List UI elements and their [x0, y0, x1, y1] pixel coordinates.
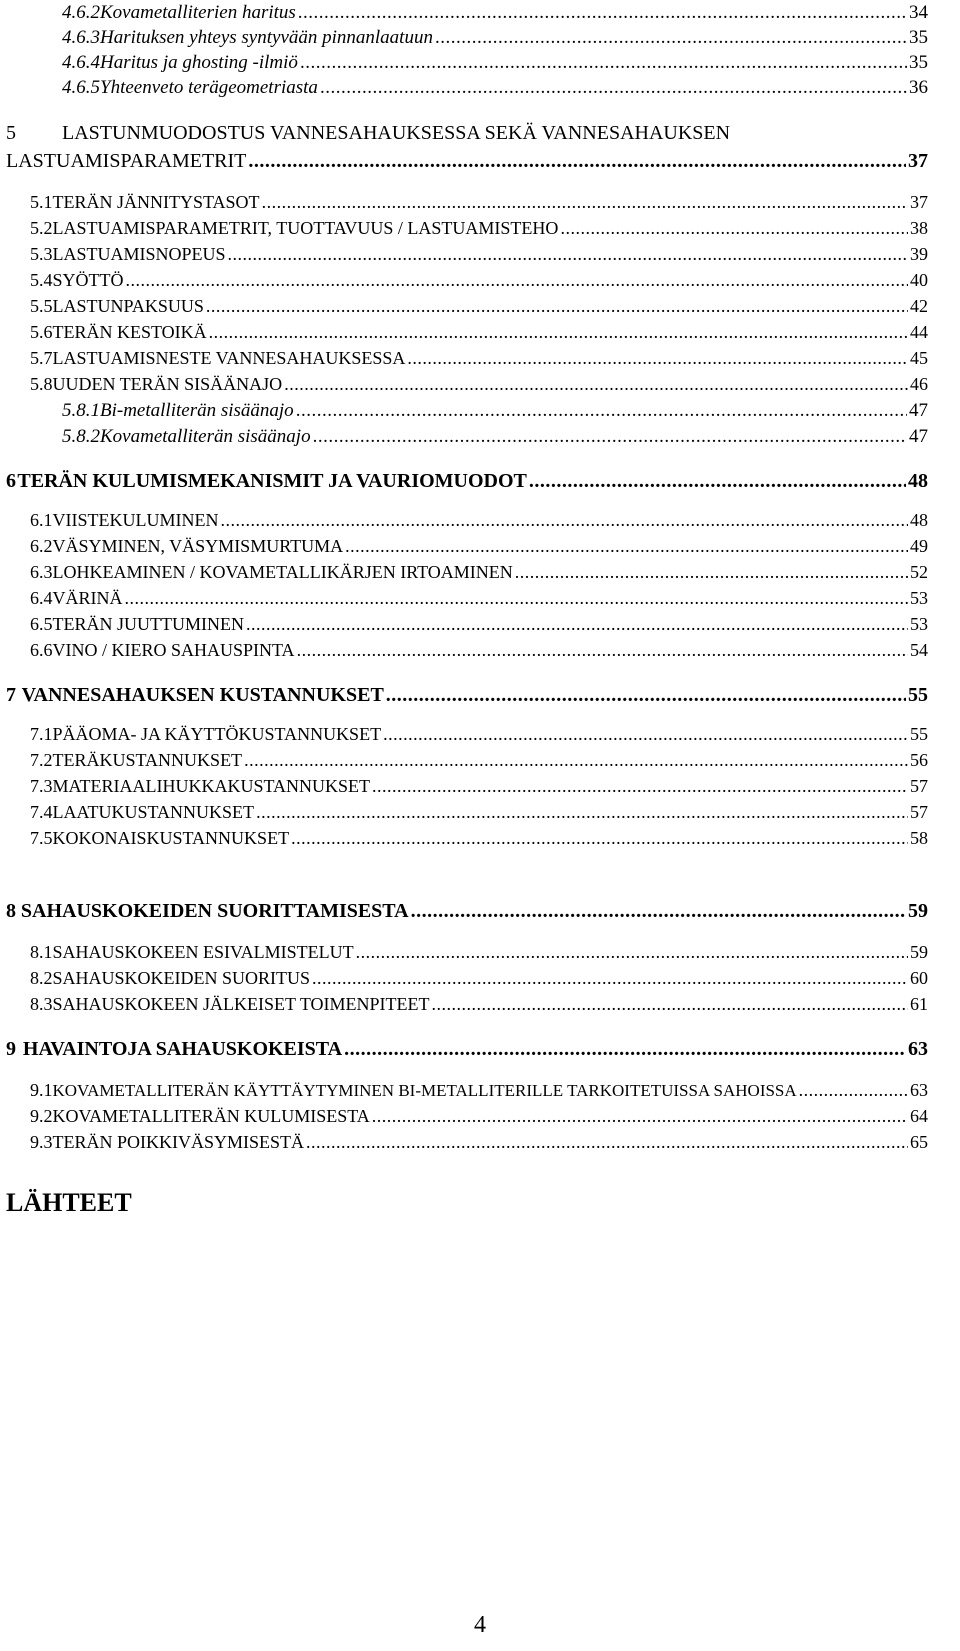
toc-entry-title: TERÄN JUUTTUMINEN [52, 614, 244, 634]
toc-entry[interactable] [30, 968, 928, 994]
toc-entry-title: VÄSYMINEN, VÄSYMISMURTUMA [52, 536, 344, 556]
toc-entry[interactable] [30, 270, 928, 296]
dot-leader [246, 614, 908, 635]
toc-entry[interactable] [30, 218, 928, 244]
toc-entry-number: 4.6.5 [62, 77, 100, 98]
toc-entry-page: 39 [910, 244, 928, 264]
toc-entry[interactable] [30, 322, 928, 348]
dot-leader [435, 27, 907, 49]
toc-entry[interactable] [30, 750, 928, 776]
toc-entry-page: 53 [910, 614, 928, 634]
toc-entry[interactable] [30, 374, 928, 400]
toc-entry[interactable] [30, 802, 928, 828]
toc-entry-page: 35 [909, 52, 928, 73]
dot-leader [529, 470, 906, 493]
toc-entry-title: LAATUKUSTANNUKSET [52, 802, 255, 822]
toc-entry-page: 47 [909, 400, 928, 421]
dot-leader [126, 270, 909, 291]
toc-chapter[interactable] [6, 684, 928, 710]
toc-chapter-5-line1[interactable] [6, 122, 730, 145]
toc-entry[interactable] [30, 192, 928, 218]
toc-entry-title: KOVAMETALLITERÄN KÄYTTÄYTYMINEN BI-METALLITERILLE TARKOITETUISSA SAHOISSA [52, 1081, 797, 1100]
toc-entry-page: 45 [910, 348, 928, 368]
toc-entry-page: 59 [910, 942, 928, 962]
toc-entry[interactable] [30, 244, 928, 270]
dot-leader [313, 426, 907, 448]
toc-chapter[interactable] [6, 900, 928, 926]
toc-entry-number: 7.2 [30, 750, 53, 770]
toc-entry-title: TERÄN POIKKIVÄSYMISESTÄ [52, 1132, 305, 1152]
toc-entry-title: LOHKEAMINEN / KOVAMETALLIKÄRJEN IRTOAMINEN [52, 562, 513, 582]
dot-leader [560, 218, 908, 239]
dot-leader [386, 684, 906, 707]
toc-entry-page: 42 [910, 296, 928, 316]
toc-entry-title: SAHAUSKOKEEN ESIVALMISTELUT [52, 942, 354, 962]
toc-chapter[interactable] [6, 470, 928, 496]
toc-entry-number: 6.4 [30, 588, 53, 608]
toc-entry-page: 55 [908, 684, 928, 706]
toc-entry-title: KOKONAISKUSTANNUKSET [52, 828, 290, 848]
toc-entry-number: 9.2 [30, 1106, 53, 1126]
toc-entry-title: LASTUAMISNOPEUS [52, 244, 226, 264]
dot-leader [291, 828, 908, 849]
dot-leader [228, 244, 908, 265]
toc-entry[interactable] [0, 77, 928, 103]
toc-entry[interactable] [0, 52, 928, 78]
toc-entry-number: 5.1 [30, 192, 53, 212]
dot-leader [296, 400, 907, 422]
toc-entry-number: 8.1 [30, 942, 53, 962]
toc-entry-title: TERÄKUSTANNUKSET [52, 750, 243, 770]
toc-entry-page: 63 [908, 1038, 928, 1060]
toc-entry-title: VIISTEKULUMINEN [52, 510, 219, 530]
toc-entry-page: 61 [910, 994, 928, 1014]
dot-leader [298, 2, 907, 24]
toc-entry-number: 5.5 [30, 296, 53, 316]
dot-leader [312, 968, 908, 989]
toc-entry-title: SAHAUSKOKEIDEN SUORITUS [52, 968, 311, 988]
toc-entry-page: 53 [910, 588, 928, 608]
toc-entry-number: 6.5 [30, 614, 53, 634]
toc-entry-page: 55 [910, 724, 928, 744]
toc-entry[interactable] [0, 2, 928, 28]
dot-leader [320, 77, 907, 99]
toc-entry-page: 63 [910, 1080, 928, 1100]
toc-entry-number: 7 [6, 684, 16, 706]
toc-entry[interactable] [30, 994, 928, 1020]
toc-entry[interactable] [0, 400, 928, 426]
dot-leader [383, 724, 908, 745]
toc-entry-title: TERÄN KULUMISMEKANISMIT JA VAURIOMUODOT [17, 470, 527, 492]
toc-entry-page: 48 [908, 470, 928, 492]
toc-entry-page: 60 [910, 968, 928, 988]
toc-entry-page: 40 [910, 270, 928, 290]
toc-entry-number: 8.3 [30, 994, 53, 1014]
toc-entry-title: VANNESAHAUKSEN KUSTANNUKSET [21, 684, 384, 706]
toc-entry-title: Haritus ja ghosting -ilmiö [100, 52, 298, 73]
dot-leader [411, 900, 906, 923]
toc-entry-page: 46 [910, 374, 928, 394]
toc-entry-title: VÄRINÄ [52, 588, 123, 608]
toc-entry-title: KOVAMETALLITERÄN KULUMISESTA [52, 1106, 370, 1126]
toc-entry[interactable] [30, 588, 928, 614]
dot-leader [300, 52, 907, 74]
toc-entry-page: 37 [910, 192, 928, 212]
dot-leader [356, 942, 908, 963]
toc-entry-number: 5.4 [30, 270, 53, 290]
dot-leader [209, 322, 908, 343]
toc-entry-number: 9 [6, 1038, 16, 1060]
toc-entry-number: 7.3 [30, 776, 53, 796]
toc-entry-title: Yhteenveto terägeometriasta [100, 77, 318, 98]
toc-entry-title: Kovametalliterän sisäänajo [100, 426, 311, 447]
toc-entry-title: Bi-metalliterän sisäänajo [100, 400, 294, 421]
toc-entry-number: 6 [6, 470, 16, 492]
toc-entry-title: LASTUAMISPARAMETRIT [6, 150, 247, 172]
toc-entry[interactable] [30, 510, 928, 536]
dot-leader [372, 1106, 908, 1127]
toc-entry-number: 5 [6, 122, 16, 144]
toc-entry[interactable] [30, 348, 928, 374]
toc-entry-page: 58 [910, 828, 928, 848]
toc-entry-title: LASTUAMISNESTE VANNESAHAUKSESSA [52, 348, 406, 368]
toc-entry-number: 6.1 [30, 510, 53, 530]
toc-entry[interactable] [30, 296, 928, 322]
toc-entry-number: 9.3 [30, 1132, 53, 1152]
dot-leader [256, 802, 908, 823]
toc-entry-page: 35 [909, 27, 928, 48]
toc-entry-title: HAVAINTOJA SAHAUSKOKEISTA [22, 1038, 343, 1060]
toc-entry-number: 6.2 [30, 536, 53, 556]
toc-entry-page: 65 [910, 1132, 928, 1152]
toc-entry-number: 5.2 [30, 218, 53, 238]
dot-leader [220, 510, 908, 531]
toc-entry-title: SAHAUSKOKEIDEN SUORITTAMISESTA [20, 900, 409, 922]
toc-chapter-5-line2[interactable] [6, 150, 928, 176]
toc-entry-number: 4.6.2 [62, 2, 100, 23]
toc-entry[interactable] [30, 640, 928, 666]
toc-entry-title: SYÖTTÖ [52, 270, 124, 290]
toc-entry[interactable] [30, 776, 928, 802]
dot-leader [284, 374, 908, 395]
dot-leader [297, 640, 908, 661]
toc-entry[interactable] [30, 828, 928, 854]
toc-entry[interactable] [30, 536, 928, 562]
toc-entry-number: 5.8 [30, 374, 53, 394]
toc-entry[interactable] [30, 1106, 928, 1132]
toc-entry-number: 5.8.1 [62, 400, 100, 421]
toc-entry-page: 54 [910, 640, 928, 660]
dot-leader [206, 296, 908, 317]
toc-entry-number: 7.4 [30, 802, 53, 822]
toc-entry-number: 8.2 [30, 968, 53, 988]
dot-leader [306, 1132, 908, 1153]
toc-entry-number: 7.5 [30, 828, 53, 848]
toc-chapter[interactable] [6, 1038, 928, 1064]
toc-entry-number: 5.8.2 [62, 426, 100, 447]
toc-entry-title: TERÄN JÄNNITYSTASOT [52, 192, 260, 212]
toc-entry-page: 36 [909, 77, 928, 98]
dot-leader [345, 536, 908, 557]
dot-leader [407, 348, 908, 369]
toc-entry-title: LASTUAMISPARAMETRIT, TUOTTAVUUS / LASTUAMISTEHO [52, 218, 559, 238]
toc-entry-page: 38 [910, 218, 928, 238]
toc-entry-page: 57 [910, 802, 928, 822]
page-number: 4 [474, 1612, 486, 1638]
toc-entry-title: Harituksen yhteys syntyvään pinnanlaatuun [100, 27, 433, 48]
toc-entry[interactable] [30, 562, 928, 588]
toc-entry[interactable] [0, 426, 928, 452]
toc-entry-number: 5.6 [30, 322, 53, 342]
toc-entry-page: 37 [908, 150, 928, 172]
toc-entry-title: TERÄN KESTOIKÄ [52, 322, 207, 342]
toc-entry-title: UUDEN TERÄN SISÄÄNAJO [52, 374, 283, 394]
toc-entry-title: Kovametalliterien haritus [100, 2, 296, 23]
toc-entry-title: MATERIAALIHUKKAKUSTANNUKSET [52, 776, 371, 796]
dot-leader [244, 750, 908, 771]
toc-entry-page: 34 [909, 2, 928, 23]
toc-entry-page: 52 [910, 562, 928, 582]
toc-entry-page: 49 [910, 536, 928, 556]
dot-leader [344, 1038, 906, 1061]
toc-entry[interactable] [30, 724, 928, 750]
dot-leader [262, 192, 908, 213]
toc-entry[interactable] [0, 27, 928, 53]
toc-entry[interactable] [30, 942, 928, 968]
dot-leader [515, 562, 908, 583]
toc-entry-number: 8 [6, 900, 16, 922]
toc-entry-number: 6.3 [30, 562, 53, 582]
dot-leader [432, 994, 909, 1015]
dot-leader [372, 776, 908, 797]
toc-entry-number: 7.1 [30, 724, 53, 744]
toc-entry[interactable] [30, 1080, 928, 1106]
dot-leader [248, 150, 906, 173]
dot-leader [799, 1080, 908, 1101]
toc-entry-title: PÄÄOMA- JA KÄYTTÖKUSTANNUKSET [52, 724, 382, 744]
toc-entry-title: SAHAUSKOKEEN JÄLKEISET TOIMENPITEET [52, 994, 430, 1014]
toc-entry-page: 57 [910, 776, 928, 796]
toc-entry-number: 4.6.3 [62, 27, 100, 48]
dot-leader [125, 588, 909, 609]
toc-entry-page: 48 [910, 510, 928, 530]
toc-entry-page: 59 [908, 900, 928, 922]
toc-entry-number: 6.6 [30, 640, 53, 660]
toc-entry-title: LASTUNPAKSUUS [52, 296, 204, 316]
toc-entry-page: 47 [909, 426, 928, 447]
toc-entry-page: 56 [910, 750, 928, 770]
toc-entry-number: 5.3 [30, 244, 53, 264]
references-heading[interactable]: LÄHTEET [6, 1188, 132, 1217]
toc-entry-title: LASTUNMUODOSTUS VANNESAHAUKSESSA SEKÄ VANNESAHAUKSEN [62, 122, 731, 144]
toc-entry[interactable] [30, 1132, 928, 1158]
toc-entry-number: 9.1 [30, 1080, 53, 1100]
toc-entry-title: VINO / KIERO SAHAUSPINTA [52, 640, 295, 660]
toc-entry[interactable] [30, 614, 928, 640]
toc-entry-number: 5.7 [30, 348, 53, 368]
toc-entry-page: 44 [910, 322, 928, 342]
toc-entry-page: 64 [910, 1106, 928, 1126]
toc-entry-number: 4.6.4 [62, 52, 100, 73]
